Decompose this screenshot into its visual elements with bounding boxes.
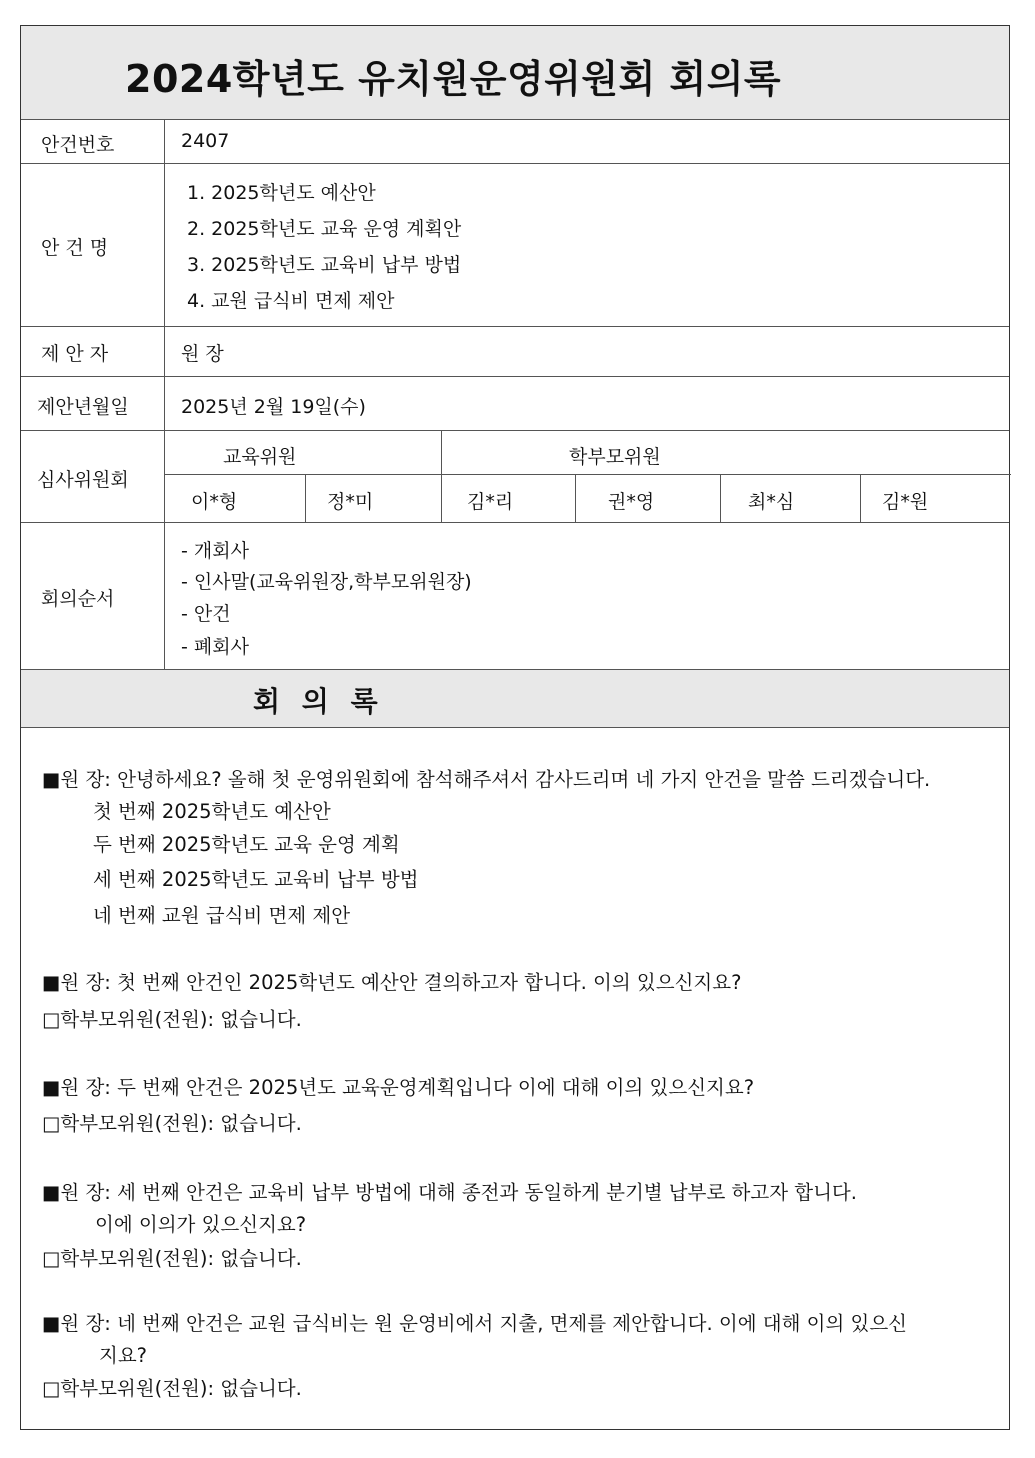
row-divider	[21, 430, 1009, 431]
committee-member: 김*원	[882, 491, 929, 513]
agenda-number-value: 2407	[181, 130, 230, 152]
member-divider	[305, 474, 306, 522]
chair-statement: ■원 장: 세 번째 안건은 교육비 납부 방법에 대해 종전과 동일하게 분기별 납부로 하고자 합니다.	[42, 1181, 857, 1204]
chair-statement: ■원 장: 안녕하세요? 올해 첫 운영위원회에 참석해주셔서 감사드리며 네 가지 안건을 말씀 드리겠습니다.	[42, 768, 931, 791]
agenda-number-label: 안건번호	[41, 134, 115, 156]
committee-member: 최*심	[748, 491, 795, 513]
chair-statement: ■원 장: 두 번째 안건은 2025년도 교육운영계획입니다 이에 대해 이의 있으신지요?	[42, 1076, 755, 1099]
title-bar	[21, 26, 1009, 120]
committee-group-divider	[441, 430, 442, 522]
agenda-item: 2. 2025학년도 교육 운영 계획안	[187, 218, 462, 240]
committee-subrow-divider	[164, 474, 1011, 475]
intro-agenda-item: 두 번째 2025학년도 교육 운영 계획	[93, 833, 400, 856]
committee-member: 정*미	[327, 491, 374, 513]
chair-statement-continued: 이에 이의가 있으신지요?	[95, 1213, 307, 1236]
proposal-date-label: 제안년월일	[37, 396, 129, 418]
meeting-order-item: - 인사말(교육위원장,학부모위원장)	[181, 571, 472, 593]
committee-member: 김*리	[467, 491, 514, 513]
proposal-date-value: 2025년 2월 19일(수)	[181, 396, 366, 418]
document-title: 2024학년도 유치원운영위원회 회의록	[125, 57, 782, 101]
minutes-section-header	[21, 669, 1009, 728]
agenda-item: 3. 2025학년도 교육비 납부 방법	[187, 254, 462, 276]
committee-label: 심사위원회	[37, 469, 129, 491]
agenda-item: 4. 교원 급식비 면제 제안	[187, 290, 395, 312]
chair-statement-continued: 지요?	[99, 1344, 148, 1367]
agenda-items-label: 안 건 명	[41, 237, 109, 259]
member-divider	[720, 474, 721, 522]
minutes-title: 회 의 록	[253, 685, 384, 718]
proposer-value: 원 장	[181, 343, 224, 365]
meeting-order-item: - 개회사	[181, 540, 249, 562]
committee-group-education: 교육위원	[223, 446, 297, 468]
meeting-order-item: - 안건	[181, 603, 231, 625]
meeting-order-label: 회의순서	[41, 588, 115, 610]
minutes-document	[20, 25, 1010, 1430]
parents-response: □학부모위원(전원): 없습니다.	[42, 1377, 302, 1400]
row-divider	[21, 522, 1009, 523]
parents-response: □학부모위원(전원): 없습니다.	[42, 1247, 302, 1270]
agenda-item: 1. 2025학년도 예산안	[187, 182, 376, 204]
row-divider	[21, 376, 1009, 377]
chair-statement: ■원 장: 첫 번째 안건인 2025학년도 예산안 결의하고자 합니다. 이의 있으신지요?	[42, 971, 742, 994]
member-divider	[860, 474, 861, 522]
label-column-divider	[164, 120, 165, 669]
committee-member: 이*형	[191, 491, 238, 513]
meeting-order-item: - 폐회사	[181, 636, 249, 658]
parents-response: □학부모위원(전원): 없습니다.	[42, 1112, 302, 1135]
committee-member: 권*영	[608, 491, 655, 513]
intro-agenda-item: 첫 번째 2025학년도 예산안	[93, 800, 331, 823]
chair-statement: ■원 장: 네 번째 안건은 교원 급식비는 원 운영비에서 지출, 면제를 제안합니다. 이에 대해 이의 있으신	[42, 1312, 908, 1335]
row-divider	[21, 163, 1009, 164]
row-divider	[21, 326, 1009, 327]
member-divider	[575, 474, 576, 522]
proposer-label: 제 안 자	[41, 343, 109, 365]
committee-group-parents: 학부모위원	[569, 446, 661, 468]
parents-response: □학부모위원(전원): 없습니다.	[42, 1008, 302, 1031]
intro-agenda-item: 세 번째 2025학년도 교육비 납부 방법	[93, 868, 419, 891]
intro-agenda-item: 네 번째 교원 급식비 면제 제안	[93, 904, 351, 927]
